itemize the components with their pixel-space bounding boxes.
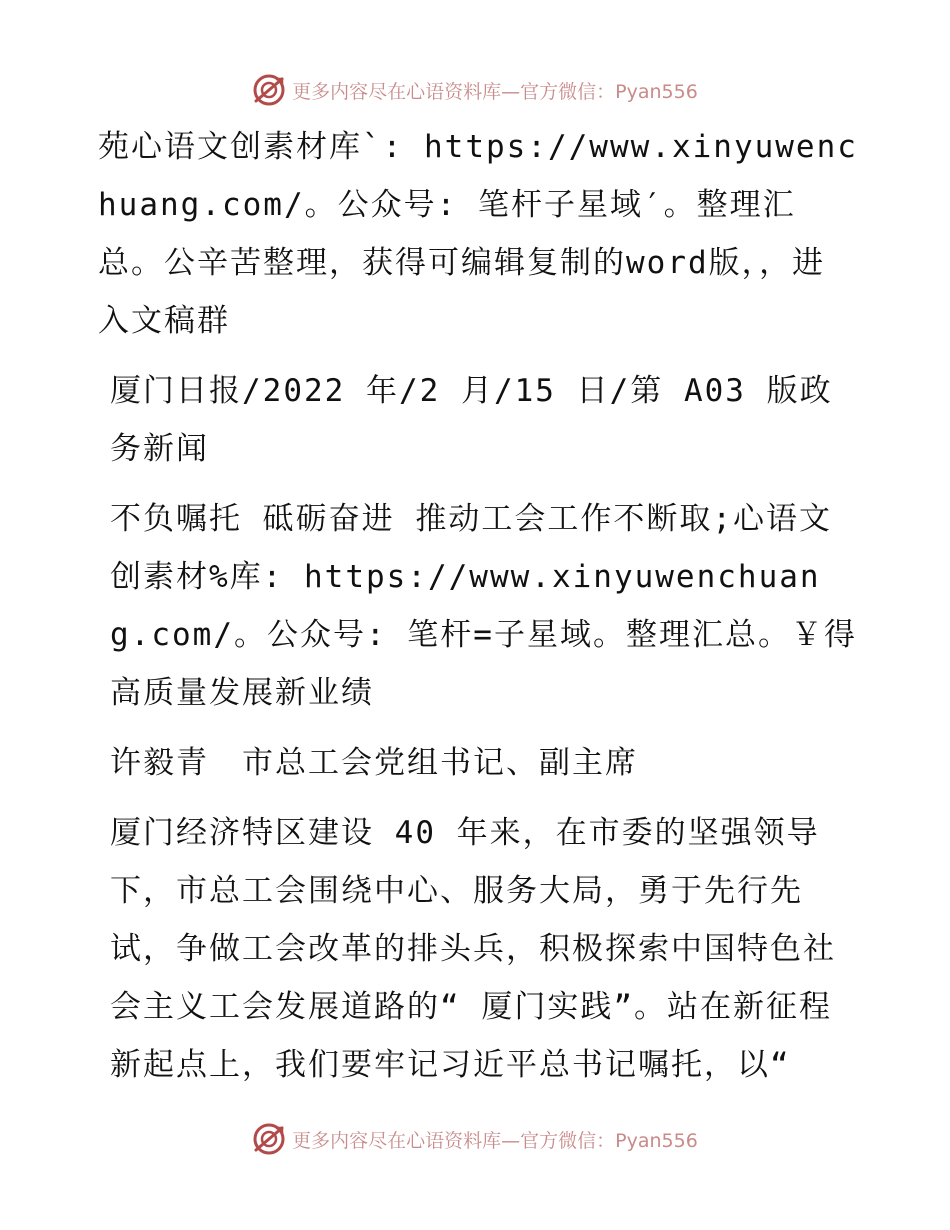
- watermark-text: 更多内容尽在心语资料库—官方微信：Pyan556: [292, 1129, 698, 1152]
- watermark-footer: [0, 1119, 950, 1159]
- watermark-logo-icon: [252, 73, 286, 107]
- watermark-header: [0, 70, 950, 110]
- document-body: [98, 118, 858, 1094]
- paragraph-publication-line: 厦门日报/2022 年/2 月/15 日/第 A03 版政务新闻: [110, 373, 833, 467]
- paragraph-headline: 不负嘱托 砥砺奋进 推动工会工作不断取;心语文创素材%库: https://www.xinyuwenchuang.com/。公众号: 笔杆=子星域。整理汇总。￥得高质量发展新业绩: [110, 501, 857, 711]
- paragraph-body: 厦门经济特区建设 40 年来，在市委的坚强领导下，市总工会围绕中心、服务大局，勇于先行先试，争做工会改革的排头兵，积极探索中国特色社会主义工会发展道路的“ 厦门实践”。站在新征程新起点上，我们要牢记习近平总书记嘱托，以“: [110, 815, 836, 1083]
- watermark-logo-icon: [252, 1122, 286, 1156]
- watermark-text: 更多内容尽在心语资料库—官方微信：Pyan556: [292, 80, 698, 103]
- paragraph-source-note: 苑心语文创素材库`: https://www.xinyuwenchuang.com/。公众号: 笔杆子星域′。整理汇总。公辛苦整理，获得可编辑复制的word版，，进入文稿群: [98, 129, 858, 339]
- paragraph-author: 许毅青 市总工会党组书记、副主席: [110, 745, 638, 781]
